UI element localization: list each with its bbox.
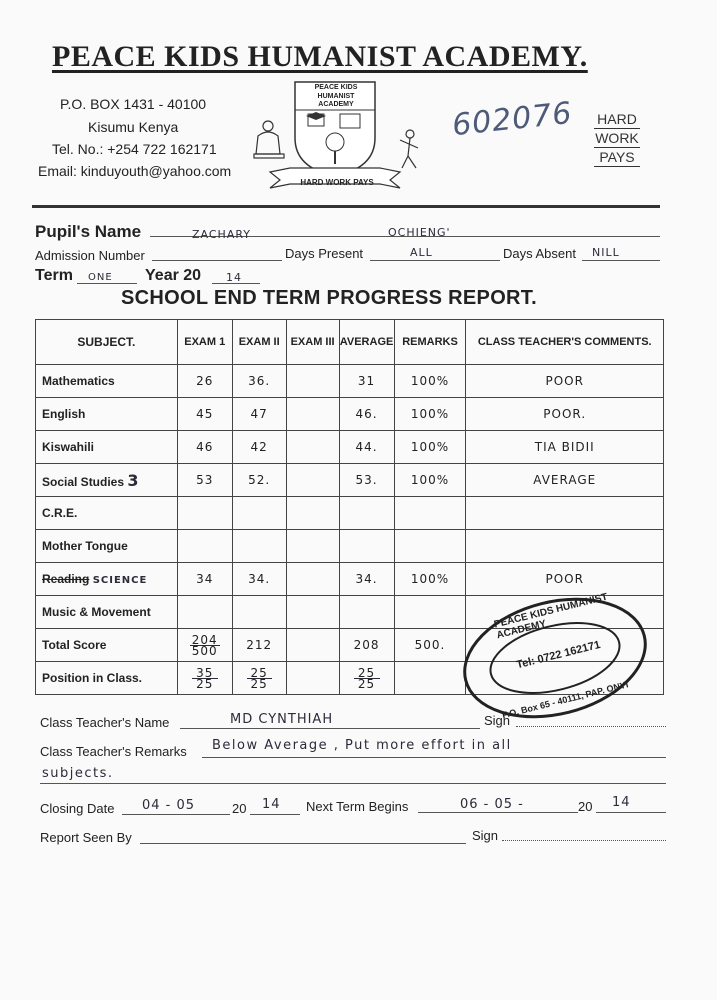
exam3-cell xyxy=(286,464,339,497)
email: Email: kinduyouth@yahoo.com xyxy=(38,163,232,179)
next-term-line xyxy=(418,812,578,813)
town: Kisumu Kenya xyxy=(88,119,179,135)
admission-line xyxy=(152,260,282,261)
table-header-row xyxy=(36,320,664,365)
position-average-top: 25 xyxy=(354,668,380,679)
exam2-cell: 52. xyxy=(232,464,286,497)
comment-cell xyxy=(466,497,664,530)
average-cell: 31 xyxy=(339,365,394,398)
slogan-line-1: HARD xyxy=(594,110,640,129)
total-exam1-bottom: 500 xyxy=(191,643,218,658)
total-exam1-top: 204 xyxy=(190,635,220,646)
pupil-last-name: OCHIENG' xyxy=(388,226,451,239)
teacher-remarks-value-1: Below Average , Put more effort in all xyxy=(212,738,512,753)
stamp-tel: Tel: 0722 162171 xyxy=(515,638,602,672)
slogan-line-3: PAYS xyxy=(594,148,640,167)
year-label: Year 20 xyxy=(145,267,202,284)
subject-cell: Kiswahili xyxy=(36,431,178,464)
total-remarks-cell: 500. xyxy=(394,629,466,662)
remarks-cell xyxy=(394,530,466,563)
average-cell xyxy=(339,530,394,563)
total-average-cell: 208 xyxy=(339,629,394,662)
subject-cell: Mathematics xyxy=(36,365,178,398)
position-exam2-top: 25 xyxy=(247,668,272,679)
next-term-label: Next Term Begins xyxy=(306,799,409,814)
average-cell xyxy=(339,596,394,629)
column-header: EXAM III xyxy=(286,320,339,365)
position-average-bottom: 25 xyxy=(357,676,376,691)
exam1-cell: 46 xyxy=(177,431,232,464)
subject-label: Social Studies xyxy=(42,474,125,489)
remarks-cell: 100% xyxy=(394,365,466,398)
position-exam2-bottom: 25 xyxy=(250,676,268,691)
exam3-cell xyxy=(286,596,339,629)
po-box: P.O. BOX 1431 - 40100 xyxy=(60,96,207,112)
position-exam1-top: 35 xyxy=(192,668,218,679)
teacher-remarks-line-1 xyxy=(202,757,666,758)
table-row xyxy=(36,530,664,563)
closing-date-label: Closing Date xyxy=(40,801,115,816)
sign-label: Sign xyxy=(484,713,511,728)
next-term-year-line xyxy=(596,812,666,813)
exam1-cell: 26 xyxy=(177,365,232,398)
average-cell: 34. xyxy=(339,563,394,596)
position-average-cell xyxy=(339,662,394,695)
pupil-name-label: Pupil's Name xyxy=(35,222,142,241)
subject-cell: Music & Movement xyxy=(36,596,178,629)
exam2-cell xyxy=(232,530,286,563)
pupil-first-name: ZACHARY xyxy=(192,228,252,241)
column-header: EXAM II xyxy=(232,320,286,365)
subject-cell xyxy=(36,464,178,497)
total-exam3-cell xyxy=(286,629,339,662)
exam3-cell xyxy=(286,398,339,431)
position-label: Position in Class. xyxy=(36,662,178,695)
sign-line xyxy=(516,726,666,727)
subject-note: 3 xyxy=(127,470,140,490)
exam1-cell: 45 xyxy=(177,398,232,431)
subject-cell: English xyxy=(36,398,178,431)
exam2-cell: 47 xyxy=(232,398,286,431)
position-exam1-bottom: 25 xyxy=(196,676,214,691)
average-cell xyxy=(339,497,394,530)
days-present-label: Days Present xyxy=(285,246,364,261)
average-cell: 46. xyxy=(339,398,394,431)
comment-cell: POOR xyxy=(466,365,664,398)
exam1-cell xyxy=(177,530,232,563)
subject-label: Reading xyxy=(42,572,90,586)
remarks-cell: 100% xyxy=(394,431,466,464)
comment-cell: TIA BIDII xyxy=(466,431,664,464)
column-header: REMARKS xyxy=(394,320,466,365)
exam1-cell xyxy=(177,596,232,629)
next-term-year-prefix: 20 xyxy=(578,799,593,814)
position-exam2-cell xyxy=(232,662,286,695)
position-exam3-cell xyxy=(286,662,339,695)
term-line xyxy=(77,283,137,284)
closing-date-value: 04 - 05 xyxy=(142,798,196,813)
remarks-cell: 100% xyxy=(394,398,466,431)
closing-date-line xyxy=(122,814,230,815)
table-row xyxy=(36,497,664,530)
exam1-cell: 34 xyxy=(177,563,232,596)
days-absent-line xyxy=(582,260,660,261)
exam3-cell xyxy=(286,530,339,563)
header-divider xyxy=(32,205,660,208)
average-cell: 44. xyxy=(339,431,394,464)
position-remarks-cell xyxy=(394,662,466,695)
subject-note: SCIENCE xyxy=(92,575,148,586)
teacher-name-label: Class Teacher's Name xyxy=(40,715,170,730)
column-header: CLASS TEACHER'S COMMENTS. xyxy=(466,320,664,365)
exam3-cell xyxy=(286,431,339,464)
days-absent-label: Days Absent xyxy=(503,246,576,261)
subject-cell xyxy=(36,563,178,596)
report-seen-by-label: Report Seen By xyxy=(40,830,132,845)
slogan xyxy=(594,110,640,167)
table-row xyxy=(36,563,664,596)
admission-label: Admission Number xyxy=(35,248,145,263)
comment-cell: AVERAGE xyxy=(466,464,664,497)
exam2-cell: 34. xyxy=(232,563,286,596)
school-name: PEACE KIDS HUMANIST ACADEMY. xyxy=(52,40,588,73)
table-row xyxy=(36,398,664,431)
comment-cell: POOR. xyxy=(466,398,664,431)
exam2-cell: 36. xyxy=(232,365,286,398)
table-row xyxy=(36,431,664,464)
year-value: 14 xyxy=(226,271,242,284)
average-cell: 53. xyxy=(339,464,394,497)
crest-text-2: HUMANIST xyxy=(317,93,355,100)
remarks-cell: 100% xyxy=(394,563,466,596)
column-header: SUBJECT. xyxy=(36,320,178,365)
closing-year-prefix: 20 xyxy=(232,801,247,816)
term-label: Term xyxy=(35,267,73,284)
exam3-cell xyxy=(286,365,339,398)
exam3-cell xyxy=(286,563,339,596)
teacher-name-value: MD CYNTHIAH xyxy=(230,712,334,727)
column-header: EXAM 1 xyxy=(177,320,232,365)
next-term-value: 06 - 05 - xyxy=(460,797,524,812)
column-header: AVERAGE xyxy=(339,320,394,365)
report-title: SCHOOL END TERM PROGRESS REPORT. xyxy=(121,287,537,309)
teacher-remarks-value-2: subjects. xyxy=(42,766,114,781)
days-present-line xyxy=(370,260,500,261)
exam2-cell: 42 xyxy=(232,431,286,464)
remarks-cell: 100% xyxy=(394,464,466,497)
stamp-box: P.O. Box 65 - 40111, PAP. ONYI xyxy=(501,679,630,721)
slogan-line-2: WORK xyxy=(595,130,639,146)
comment-cell: POOR xyxy=(466,563,664,596)
report-seen-by-line xyxy=(140,843,466,844)
subject-cell: C.R.E. xyxy=(36,497,178,530)
table-row xyxy=(36,365,664,398)
table-row xyxy=(36,464,664,497)
teacher-remarks-label: Class Teacher's Remarks xyxy=(40,744,187,759)
crest-text-3: ACADEMY xyxy=(318,101,354,108)
remarks-cell xyxy=(394,497,466,530)
teacher-name-line xyxy=(180,728,480,729)
comment-cell xyxy=(466,530,664,563)
total-exam2-cell: 212 xyxy=(232,629,286,662)
total-label: Total Score xyxy=(36,629,178,662)
crest-text-1: PEACE KIDS xyxy=(314,84,358,91)
closing-year-value: 14 xyxy=(262,797,281,812)
exam3-cell xyxy=(286,497,339,530)
closing-year-line xyxy=(250,814,300,815)
subject-cell: Mother Tongue xyxy=(36,530,178,563)
sign2-label: Sign xyxy=(472,828,499,843)
sign2-line xyxy=(502,840,666,841)
stamp-school-name: PEACE KIDS HUMANIST ACADEMY xyxy=(492,591,609,642)
telephone: Tel. No.: +254 722 162171 xyxy=(52,141,217,157)
position-exam1-cell xyxy=(177,662,232,695)
term-value: ONE xyxy=(88,272,113,283)
total-exam1-cell xyxy=(177,629,232,662)
days-present-value: ALL xyxy=(410,246,433,259)
school-crest xyxy=(250,76,420,196)
handwritten-number: 602076 xyxy=(450,95,575,144)
exam2-cell xyxy=(232,497,286,530)
exam1-cell: 53 xyxy=(177,464,232,497)
exam1-cell xyxy=(177,497,232,530)
days-absent-value: NILL xyxy=(592,246,620,259)
next-term-year-value: 14 xyxy=(612,795,631,810)
crest-motto: HARD WORK PAYS xyxy=(300,178,374,187)
teacher-remarks-line-2 xyxy=(40,783,666,784)
exam2-cell xyxy=(232,596,286,629)
